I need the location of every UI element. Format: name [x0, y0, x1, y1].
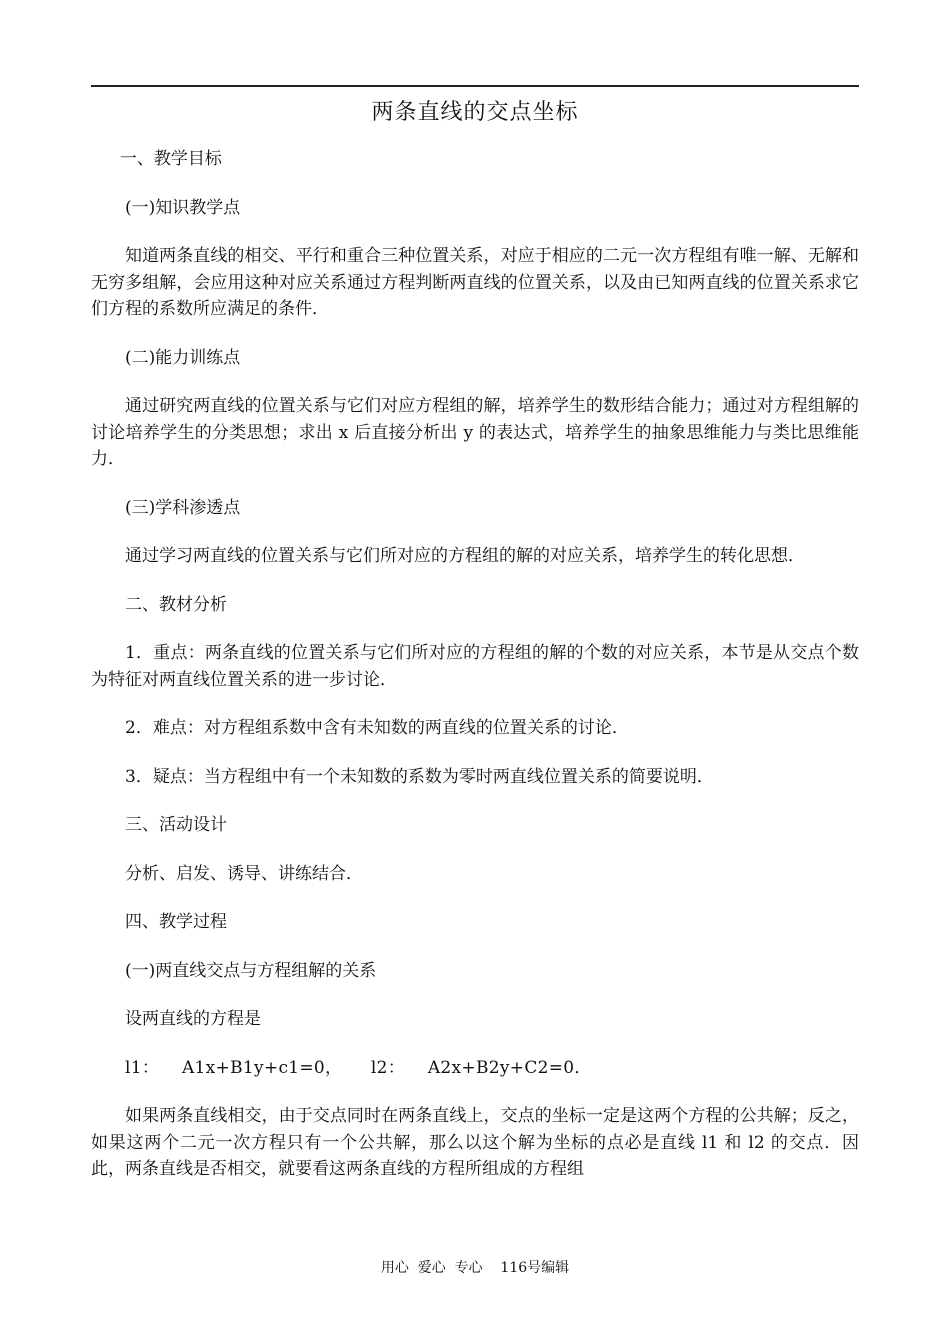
- paragraph-activity: 分析、启发、诱导、讲练结合．: [125, 863, 363, 884]
- header-rule: [91, 85, 859, 87]
- section-heading-objectives: 一、教学目标: [119, 149, 222, 169]
- paragraph-key-point: 1．重点：两条直线的位置关系与它们所对应的方程组的解的个数的对应关系，本节是从交点个数为特征对两直线位置关系的进一步讨论．: [91, 643, 859, 690]
- page-footer: 用心 爱心 专心 116号编辑: [380, 1260, 570, 1276]
- subheading-intersection: (一)两直线交点与方程组解的关系: [125, 960, 377, 981]
- subheading-discipline: (三)学科渗透点: [125, 497, 241, 518]
- paragraph-setup: 设两直线的方程是: [125, 1009, 261, 1029]
- paragraph-discipline: 通过学习两直线的位置关系与它们所对应的方程组的解的对应关系，培养学生的转化思想．: [125, 546, 805, 566]
- equations-line: l1： A1x+B1y+c1=0， l2： A2x+B2y+C2=0．: [125, 1057, 592, 1078]
- paragraph-knowledge: 知道两条直线的相交、平行和重合三种位置关系，对应于相应的二元一次方程组有唯一解、无解和无穷多组解，会应用这种对应关系通过方程判断两直线的位置关系，以及由已知两直线的位置关系求它们方程的系数所应满足的条件．: [91, 246, 859, 319]
- paragraph-doubt: 3．疑点：当方程组中有一个未知数的系数为零时两直线位置关系的简要说明．: [125, 766, 714, 787]
- document-title: 两条直线的交点坐标: [371, 100, 579, 125]
- document-body: [91, 146, 859, 1205]
- paragraph-difficulty: 2．难点：对方程组系数中含有未知数的两直线的位置关系的讨论．: [125, 718, 629, 738]
- section-heading-analysis: 二、教材分析: [125, 594, 227, 615]
- subheading-knowledge: (一)知识教学点: [125, 197, 241, 218]
- section-heading-process: 四、教学过程: [125, 912, 227, 932]
- section-heading-activity: 三、活动设计: [125, 815, 227, 835]
- paragraph-ability: 通过研究两直线的位置关系与它们对应方程组的解，培养学生的数形结合能力；通过对方程组解的讨论培养学生的分类思想；求出 x 后直接分析出 y 的表达式，培养学生的抽象思维能力与类比思维能力．: [91, 396, 859, 469]
- subheading-ability: (二)能力训练点: [125, 347, 241, 368]
- paragraph-intersection: 如果两条直线相交，由于交点同时在两条直线上，交点的坐标一定是这两个方程的公共解；反之，如果这两个二元一次方程只有一个公共解，那么以这个解为坐标的点必是直线 l1 和 l2 的交点．因此，两条直线是否相交，就要看这两条直线的方程所组成的方程组: [91, 1106, 859, 1179]
